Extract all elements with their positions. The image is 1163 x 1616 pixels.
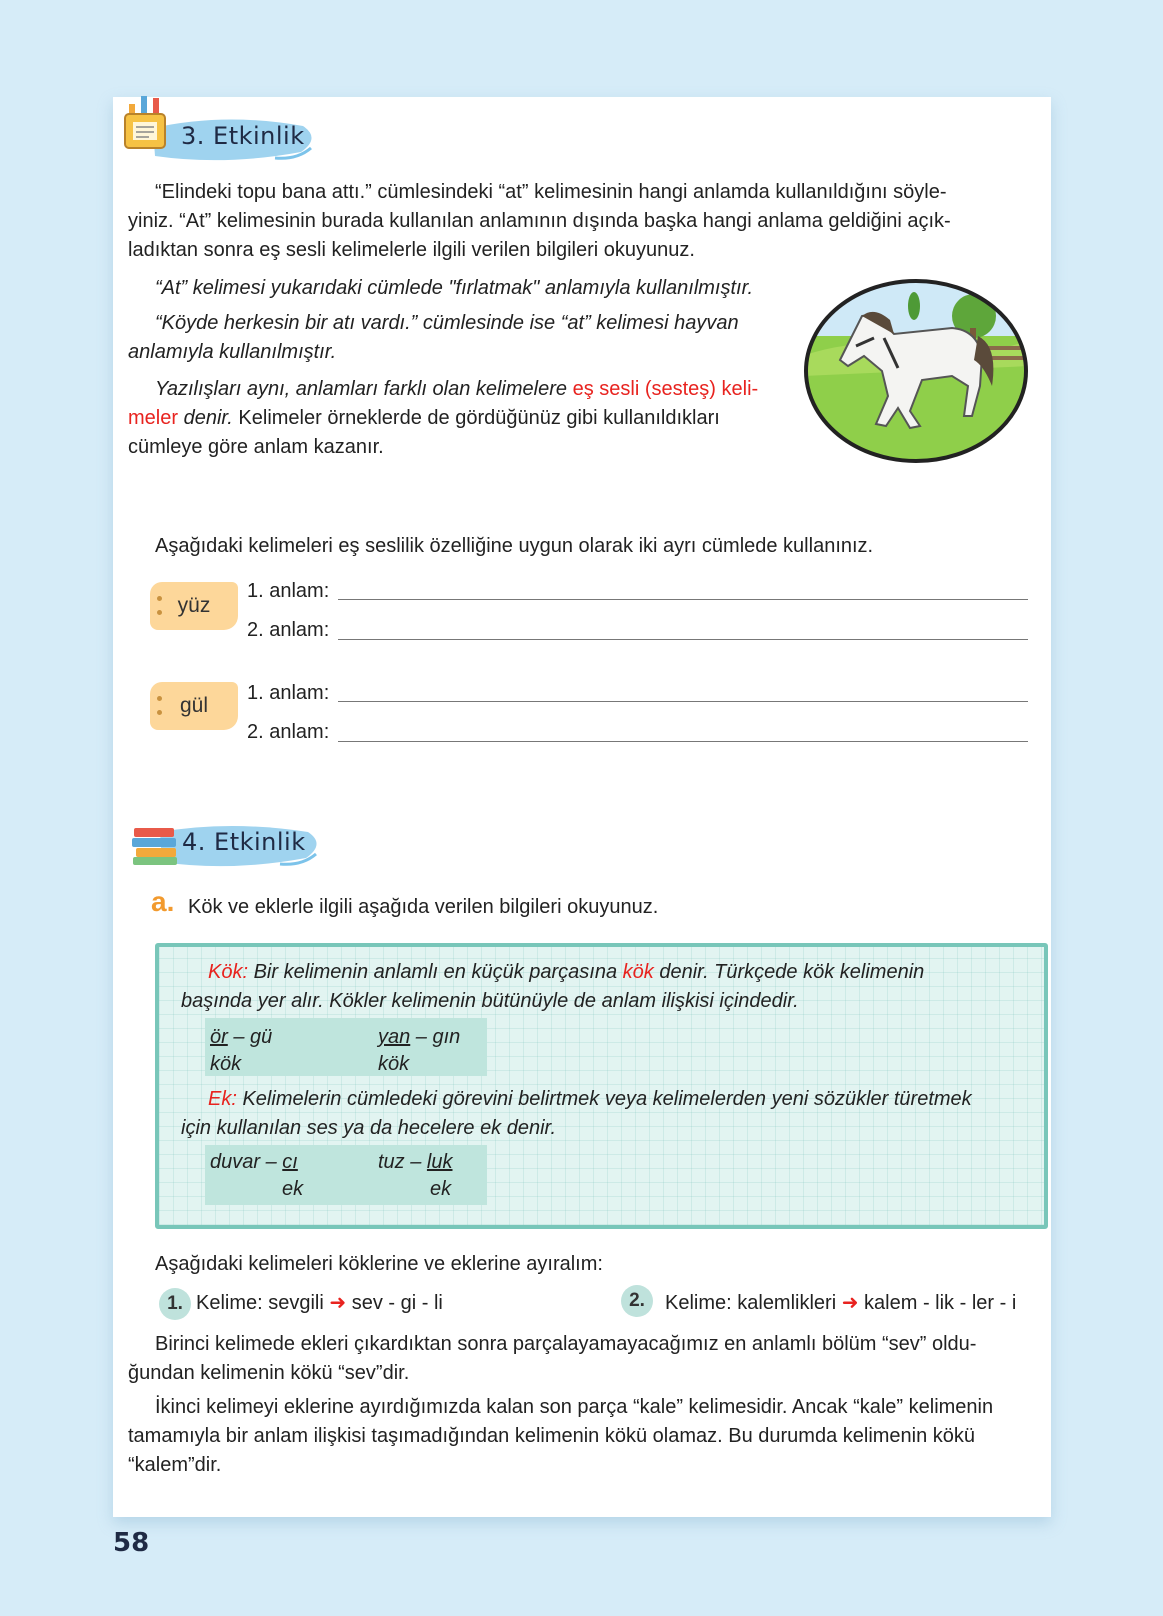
- activity3-title: 3. Etkinlik: [181, 122, 305, 150]
- a-instruction: Kök ve eklerle ilgili aşağıda verilen bilgileri okuyunuz.: [188, 896, 659, 918]
- gul-answer-line-2[interactable]: [338, 741, 1028, 742]
- intro-line-3: ladıktan sonra eş sesli kelimelerle ilgili verilen bilgileri okuyunuz.: [128, 239, 695, 261]
- a-marker: a.: [151, 886, 175, 917]
- intro-line-1: “Elindeki topu bana attı.” cümlesindeki “at” kelimesinin hangi anlamda kullanıldığını söyle-: [155, 181, 947, 203]
- para2-line-3: “kalem”dir.: [128, 1454, 222, 1476]
- intro-line-2: yiniz. “At” kelimesinin burada kullanılan anlamının dışında başka hangi anlama geldiğini açık-: [128, 210, 951, 232]
- definition-line-3: cümleye göre anlam kazanır.: [128, 436, 384, 458]
- activity4-title: 4. Etkinlik: [182, 828, 306, 856]
- kok-example-2-label: kök: [378, 1053, 410, 1075]
- page-number: 58: [113, 1528, 150, 1558]
- horse-illustration: [802, 276, 1030, 466]
- books-icon: [130, 826, 182, 866]
- ek-example-2-label: ek: [430, 1178, 452, 1200]
- arrow-icon: ➜: [841, 1292, 859, 1314]
- item-number-2: 2.: [621, 1285, 653, 1317]
- definition-line-1: Yazılışları aynı, anlamları farklı olan kelimelere eş sesli (sesteş) keli-: [155, 378, 759, 400]
- activity3-task: Aşağıdaki kelimeleri eş seslilik özelliğine uygun olarak iki ayrı cümlede kullanınız.: [155, 535, 874, 557]
- word-tag-gul: [150, 682, 238, 730]
- word-tag-yuz: [150, 582, 238, 630]
- activity3-banner: [125, 114, 315, 162]
- item-1: Kelime: sevgili ➜ sev - gi - li: [196, 1292, 443, 1314]
- example-1: “At” kelimesi yukarıdaki cümlede "fırlatmak" anlamıyla kullanılmıştır.: [155, 277, 754, 299]
- example-2-line-2: anlamıyla kullanılmıştır.: [128, 341, 337, 363]
- kok-example-1-label: kök: [210, 1053, 242, 1075]
- kok-definition-line-2: başında yer alır. Kökler kelimenin bütünüyle de anlam ilişkisi içindedir.: [181, 990, 799, 1012]
- gul-label-2: 2. anlam:: [247, 721, 330, 743]
- gul-answer-line-1[interactable]: [338, 701, 1028, 702]
- ek-definition-line-2: için kullanılan ses ya da hecelere ek denir.: [181, 1117, 557, 1139]
- kok-definition-line-1: Kök: Bir kelimenin anlamlı en küçük parçasına kök denir. Türkçede kök kelimenin: [208, 961, 925, 983]
- example-2-line-1: “Köyde herkesin bir atı vardı.” cümlesinde ise “at” kelimesi hayvan: [155, 312, 739, 334]
- gul-label-1: 1. anlam:: [247, 682, 330, 704]
- kok-example-1: ör – gü: [210, 1026, 273, 1048]
- word-yuz: yüz: [177, 594, 211, 617]
- para1-line-2: ğundan kelimenin kökü “sev”dir.: [128, 1362, 410, 1384]
- definition-line-2: meler denir. Kelimeler örneklerde de gördüğünüz gibi kullanıldıkları: [128, 407, 720, 429]
- item-2: Kelime: kalemlikleri ➜ kalem - lik - ler - i: [665, 1292, 1017, 1314]
- para2-line-2: tamamıyla bir anlam ilişkisi taşımadığından kelimenin kökü olamaz. Bu durumda kelimenin kökü: [128, 1425, 976, 1447]
- yuz-answer-line-1[interactable]: [338, 599, 1028, 600]
- yuz-label-1: 1. anlam:: [247, 580, 330, 602]
- kok-example-2: yan – gın: [378, 1026, 461, 1048]
- para2-line-1: İkinci kelimeyi eklerine ayırdığımızda kalan son parça “kale” kelimesidir. Ancak “kale” kelimenin: [155, 1396, 994, 1418]
- ek-example-1-label: ek: [282, 1178, 304, 1200]
- item-number-1: 1.: [159, 1288, 191, 1320]
- para1-line-1: Birinci kelimede ekleri çıkardıktan sonra parçalayamayacağımız en anlamlı bölüm “sev” oldu-: [155, 1333, 977, 1355]
- yuz-answer-line-2[interactable]: [338, 639, 1028, 640]
- ek-definition-line-1: Ek: Kelimelerin cümledeki görevini belirtmek veya kelimelerden yeni sözükler türetmek: [208, 1088, 972, 1110]
- ek-example-1: duvar – cı: [210, 1151, 298, 1173]
- activity4-banner: [130, 822, 320, 870]
- ek-example-2: tuz – luk: [378, 1151, 453, 1173]
- yuz-label-2: 2. anlam:: [247, 619, 330, 641]
- word-gul: gül: [179, 694, 209, 717]
- pencil-cup-icon: [123, 96, 169, 150]
- split-task: Aşağıdaki kelimeleri köklerine ve eklerine ayıralım:: [155, 1253, 603, 1275]
- arrow-icon: ➜: [329, 1292, 347, 1314]
